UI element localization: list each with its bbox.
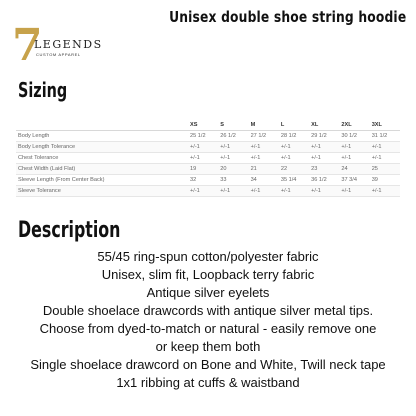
size-header: XL xyxy=(309,120,339,131)
page-title: Unisex double shoe string hoodie xyxy=(168,8,406,26)
table-cell: +/-1 xyxy=(370,142,400,153)
description-line: Double shoelace drawcords with antique silver metal tips. xyxy=(42,303,374,318)
table-cell: +/-1 xyxy=(339,186,369,197)
table-cell: 30 1/2 xyxy=(339,131,369,142)
table-cell: +/-1 xyxy=(279,142,309,153)
table-row xyxy=(16,153,400,164)
row-label: Body Length Tolerance xyxy=(16,142,188,153)
table-cell: +/-1 xyxy=(188,142,218,153)
table-cell: +/-1 xyxy=(188,153,218,164)
table-cell: 23 xyxy=(309,164,339,175)
table-cell: 36 1/2 xyxy=(309,175,339,186)
row-label: Chest Width (Laid Flat) xyxy=(16,164,188,175)
logo-word: LEGENDS xyxy=(34,38,103,51)
size-header: M xyxy=(249,120,279,131)
description-list xyxy=(0,248,416,392)
brand-logo xyxy=(12,20,103,74)
table-cell: 33 xyxy=(218,175,248,186)
description-line: 55/45 ring-spun cotton/polyester fabric xyxy=(97,249,319,264)
table-cell: +/-1 xyxy=(188,186,218,197)
size-header: XS xyxy=(188,120,218,131)
table-cell: +/-1 xyxy=(218,142,248,153)
table-cell: 39 xyxy=(370,175,400,186)
description-heading: Description xyxy=(18,218,121,243)
table-cell: +/-1 xyxy=(218,153,248,164)
table-cell: 35 1/4 xyxy=(279,175,309,186)
table-cell: 32 xyxy=(188,175,218,186)
table-cell: +/-1 xyxy=(218,186,248,197)
table-cell: +/-1 xyxy=(309,186,339,197)
row-label: Body Length xyxy=(16,131,188,142)
size-header: 2XL xyxy=(339,120,369,131)
table-cell: +/-1 xyxy=(249,153,279,164)
row-label: Chest Tolerance xyxy=(16,153,188,164)
table-cell: 24 xyxy=(339,164,369,175)
table-row xyxy=(16,175,400,186)
table-cell: 25 xyxy=(370,164,400,175)
table-cell: 29 1/2 xyxy=(309,131,339,142)
description-line: 1x1 ribbing at cuffs & waistband xyxy=(116,375,300,390)
table-cell: +/-1 xyxy=(309,142,339,153)
table-cell: 37 3/4 xyxy=(339,175,369,186)
sizing-heading: Sizing xyxy=(18,78,68,102)
table-row xyxy=(16,131,400,142)
table-cell: +/-1 xyxy=(370,153,400,164)
table-cell: +/-1 xyxy=(279,153,309,164)
table-cell: +/-1 xyxy=(339,153,369,164)
table-cell: +/-1 xyxy=(249,186,279,197)
size-header: S xyxy=(218,120,248,131)
size-header: 3XL xyxy=(370,120,400,131)
table-cell: 20 xyxy=(218,164,248,175)
logo-tagline: CUSTOM APPAREL xyxy=(36,52,81,57)
table-cell: 28 1/2 xyxy=(279,131,309,142)
table-cell: +/-1 xyxy=(249,142,279,153)
size-table xyxy=(16,120,400,197)
table-cell: +/-1 xyxy=(370,186,400,197)
description-line: Antique silver eyelets xyxy=(146,285,270,300)
table-row xyxy=(16,142,400,153)
logo-numeral: 7 xyxy=(12,20,43,71)
row-label: Sleeve Length (From Center Back) xyxy=(16,175,188,186)
description-line: Single shoelace drawcord on Bone and White, Twill neck tape xyxy=(30,357,386,372)
table-row xyxy=(16,186,400,197)
description-line: or keep them both xyxy=(155,339,261,354)
description-line: Choose from dyed-to-match or natural - easily remove one xyxy=(39,321,377,336)
table-cell: 34 xyxy=(249,175,279,186)
size-table-header xyxy=(16,120,400,131)
table-cell: +/-1 xyxy=(309,153,339,164)
table-cell: 27 1/2 xyxy=(249,131,279,142)
table-cell: 31 1/2 xyxy=(370,131,400,142)
size-header: L xyxy=(279,120,309,131)
table-cell: 22 xyxy=(279,164,309,175)
table-cell: +/-1 xyxy=(279,186,309,197)
table-row xyxy=(16,164,400,175)
size-header-blank xyxy=(16,120,188,131)
table-cell: +/-1 xyxy=(339,142,369,153)
row-label: Sleeve Tolerance xyxy=(16,186,188,197)
table-cell: 19 xyxy=(188,164,218,175)
table-cell: 21 xyxy=(249,164,279,175)
description-line: Unisex, slim fit, Loopback terry fabric xyxy=(101,267,315,282)
table-cell: 26 1/2 xyxy=(218,131,248,142)
table-cell: 25 1/2 xyxy=(188,131,218,142)
